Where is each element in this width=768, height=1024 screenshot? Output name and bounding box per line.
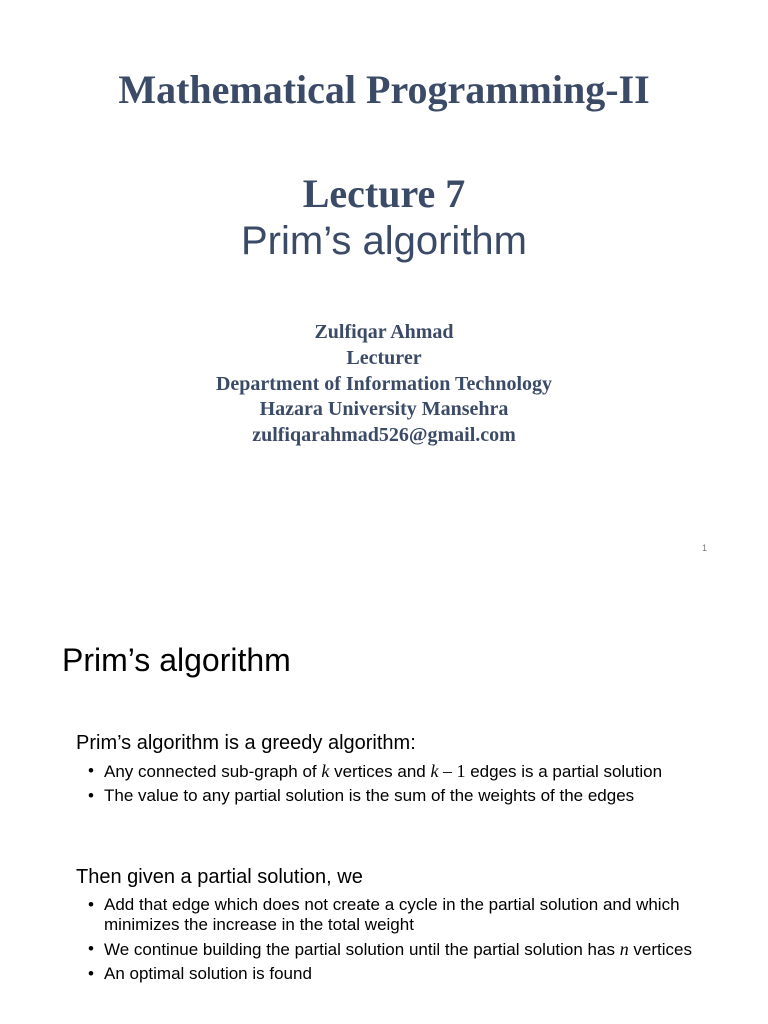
university: Hazara University Mansehra: [259, 398, 509, 421]
lecture-topic: Prim’s algorithm: [241, 219, 527, 263]
lecture-number: Lecture 7: [302, 171, 466, 216]
author-role: Lecturer: [346, 346, 422, 369]
bullet-icon: •: [88, 964, 94, 983]
bullet-list-2: [88, 895, 708, 988]
page-number: 1: [702, 543, 708, 553]
intro-text: Prim’s algorithm is a greedy algorithm:: [76, 732, 416, 754]
list-item: • We continue building the partial solution until the partial solution has n vertices: [88, 939, 692, 959]
bullet-icon: •: [88, 786, 94, 805]
list-item: • Any connected sub-graph of k vertices and k – 1 edges is a partial solution: [88, 761, 663, 781]
list-item: • The value to any partial solution is the sum of the weights of the edges: [88, 786, 635, 805]
list-item: • An optimal solution is found: [88, 964, 312, 983]
author-info: [0, 320, 768, 449]
intro-text-2: Then given a partial solution, we: [76, 866, 363, 888]
author-name: Zulfiqar Ahmad: [314, 321, 454, 343]
department: Department of Information Technology: [215, 372, 553, 395]
content-slide: [0, 600, 768, 1024]
course-title: Mathematical Programming-II: [118, 67, 650, 112]
bullet-list-1: [88, 761, 728, 810]
slide-title: Prim’s algorithm: [62, 642, 291, 678]
list-item: • Add that edge which does not create a cycle in the partial solution and which minimizes the increase in the total weight: [88, 895, 680, 934]
bullet-icon: •: [88, 895, 94, 914]
bullet-icon: •: [88, 761, 94, 780]
bullet-icon: •: [88, 939, 94, 958]
email: zulfiqarahmad526@gmail.com: [252, 424, 516, 447]
